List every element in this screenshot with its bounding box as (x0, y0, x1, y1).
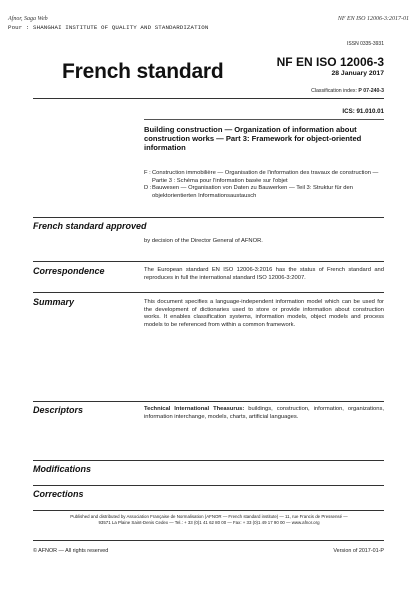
corrections-heading: Corrections (33, 489, 84, 499)
approved-heading: French standard approved (33, 221, 147, 231)
descriptors-text (144, 406, 384, 421)
modifications-heading: Modifications (33, 464, 91, 474)
standard-number: NF EN ISO 12006-3 (276, 55, 384, 69)
footer-divider (33, 510, 384, 511)
section-divider (33, 217, 384, 218)
watermark-licensee: Pour : SHANGHAI INSTITUTE OF QUALITY AND STANDARDIZATION (8, 24, 209, 31)
descriptors-keywords: buildings, construction, information, organizations, information interchange, models, charts, artificial languages. (144, 406, 384, 420)
summary-text: This document specifies a language-independent information model which can be used for the development of dictionaries used to store or provide information about construction works. It enables classification systems, information models, object models and process models to be referenced from within a common framework. (144, 299, 384, 328)
approved-text: by decision of the Director General of AFNOR. (144, 238, 263, 244)
page-title: French standard (62, 60, 224, 83)
section-divider (33, 292, 384, 293)
copyright-notice: © AFNOR — All rights reserved (33, 548, 109, 554)
section-divider (33, 401, 384, 402)
section-divider (33, 261, 384, 262)
classification-index (311, 88, 384, 94)
footer-divider (33, 540, 384, 541)
publisher-line: Published and distributed by Association Française de Normalisation (AFNOR — French standard institute) — 11, rue Francis de Pressensé — (70, 514, 348, 519)
publisher-info (48, 514, 370, 526)
ics-code: ICS: 91.010.01 (342, 108, 384, 115)
translation-german (144, 185, 394, 200)
section-divider (33, 485, 384, 486)
standard-date: 28 January 2017 (331, 70, 384, 77)
watermark-standard-ref: NF EN ISO 12006-3:2017-01 (337, 16, 409, 22)
translation-text: Construction immobilière — Organisation de l'information des travaux de construction — Partie 3 : Schéma pour l'information basée sur l'objet (152, 170, 379, 184)
translated-titles (144, 170, 394, 200)
ics-divider (144, 119, 384, 120)
translation-lang: D : (144, 185, 152, 192)
watermark-source: Afnor, Saga Web (8, 16, 48, 22)
correspondence-text: The European standard EN ISO 12006-3:2016 has the status of French standard and reproduces in full the international standard ISO 12006-3:2007. (144, 267, 384, 281)
document-subject: Building construction — Organization of information about construction works — Part 3: Framework for object-oriented information (144, 125, 362, 152)
correspondence-heading: Correspondence (33, 266, 105, 276)
translation-french (144, 170, 394, 185)
title-divider (33, 98, 384, 99)
classification-value: P 07-240-3 (358, 88, 384, 94)
classification-label: Classification index: (311, 88, 357, 94)
descriptors-label: Technical International Theasurus: (144, 406, 245, 412)
translation-text: Bauwesen — Organisation von Daten zu Bauwerken — Teil 3: Struktur für den objektorientierten Informationsaustausch (152, 185, 353, 199)
descriptors-heading: Descriptors (33, 405, 84, 415)
section-divider (33, 460, 384, 461)
translation-lang: F : (144, 170, 151, 176)
publisher-line: 93571 La Plaine Saint-Denis Cedex — Tel.: + 33 (0)1 41 62 80 00 — Fax: + 33 (0)1 49 17 90 00 — www.afnor.org (98, 520, 320, 525)
issn-number: ISSN 0335-3931 (347, 41, 384, 47)
summary-heading: Summary (33, 297, 75, 307)
version-label: Version of 2017-01-P (333, 548, 384, 554)
